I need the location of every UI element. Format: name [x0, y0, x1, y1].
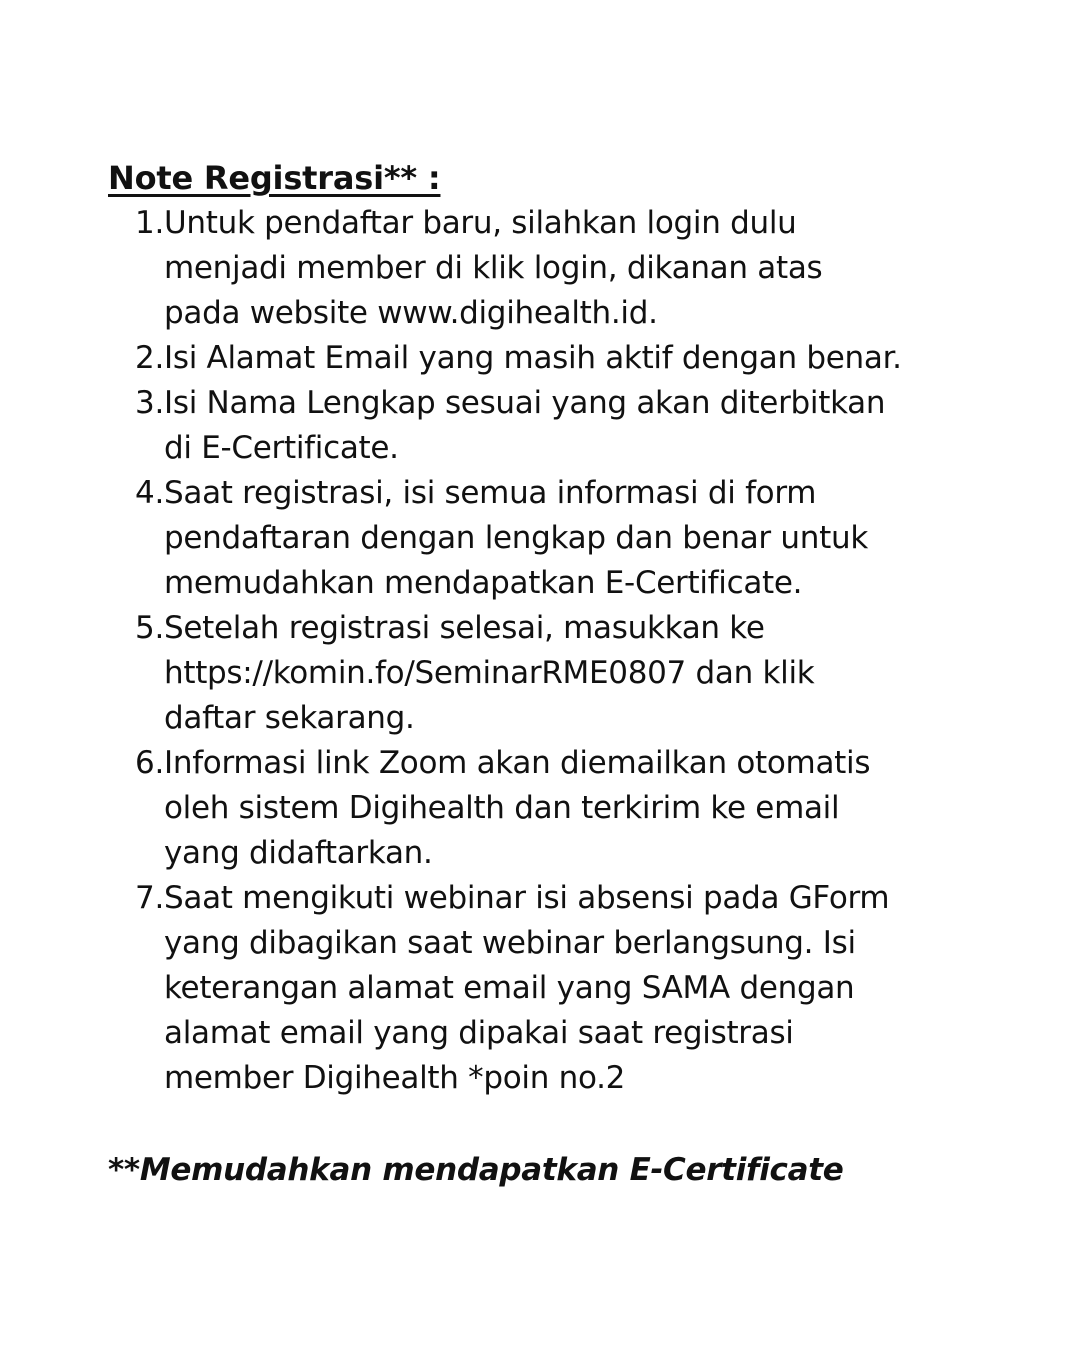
note-section: [108, 156, 988, 1101]
list-item: [108, 876, 988, 1101]
item-text: Saat mengikuti webinar isi absensi pada GForm yang dibagikan saat webinar berlangsung. Isi keterangan alamat email yang SAMA dengan alamat email yang dipakai saat registrasi member Digihealth *poin no.2: [164, 880, 890, 1096]
item-number: 4.: [135, 475, 164, 511]
item-number: 3.: [135, 385, 164, 421]
list-item: [108, 741, 988, 876]
item-text: Informasi link Zoom akan diemailkan otomatis oleh sistem Digihealth dan terkirim ke email yang didaftarkan.: [164, 745, 871, 871]
instruction-list: [108, 201, 988, 1101]
item-text: Isi Nama Lengkap sesuai yang akan diterbitkan di E-Certificate.: [164, 385, 886, 466]
item-number: 5.: [135, 610, 164, 646]
item-text: Isi Alamat Email yang masih aktif dengan benar.: [164, 340, 902, 376]
item-text: Setelah registrasi selesai, masukkan ke https://komin.fo/SeminarRME0807 dan klik daftar sekarang.: [164, 610, 815, 736]
item-text: Untuk pendaftar baru, silahkan login dulu menjadi member di klik login, dikanan atas pada website www.digihealth.id.: [164, 205, 823, 331]
list-item: [108, 381, 988, 471]
page-title: Note Registrasi** :: [108, 159, 441, 197]
item-number: 1.: [135, 205, 164, 241]
list-item: [108, 471, 988, 606]
list-item: [108, 201, 988, 336]
item-text: Saat registrasi, isi semua informasi di form pendaftaran dengan lengkap dan benar untuk memudahkan mendapatkan E-Certificate.: [164, 475, 868, 601]
list-item: [108, 606, 988, 741]
footnote: **Memudahkan mendapatkan E-Certificate: [108, 1152, 844, 1188]
item-number: 7.: [135, 880, 164, 916]
list-item: [108, 336, 988, 381]
item-number: 2.: [135, 340, 164, 376]
item-number: 6.: [135, 745, 164, 781]
